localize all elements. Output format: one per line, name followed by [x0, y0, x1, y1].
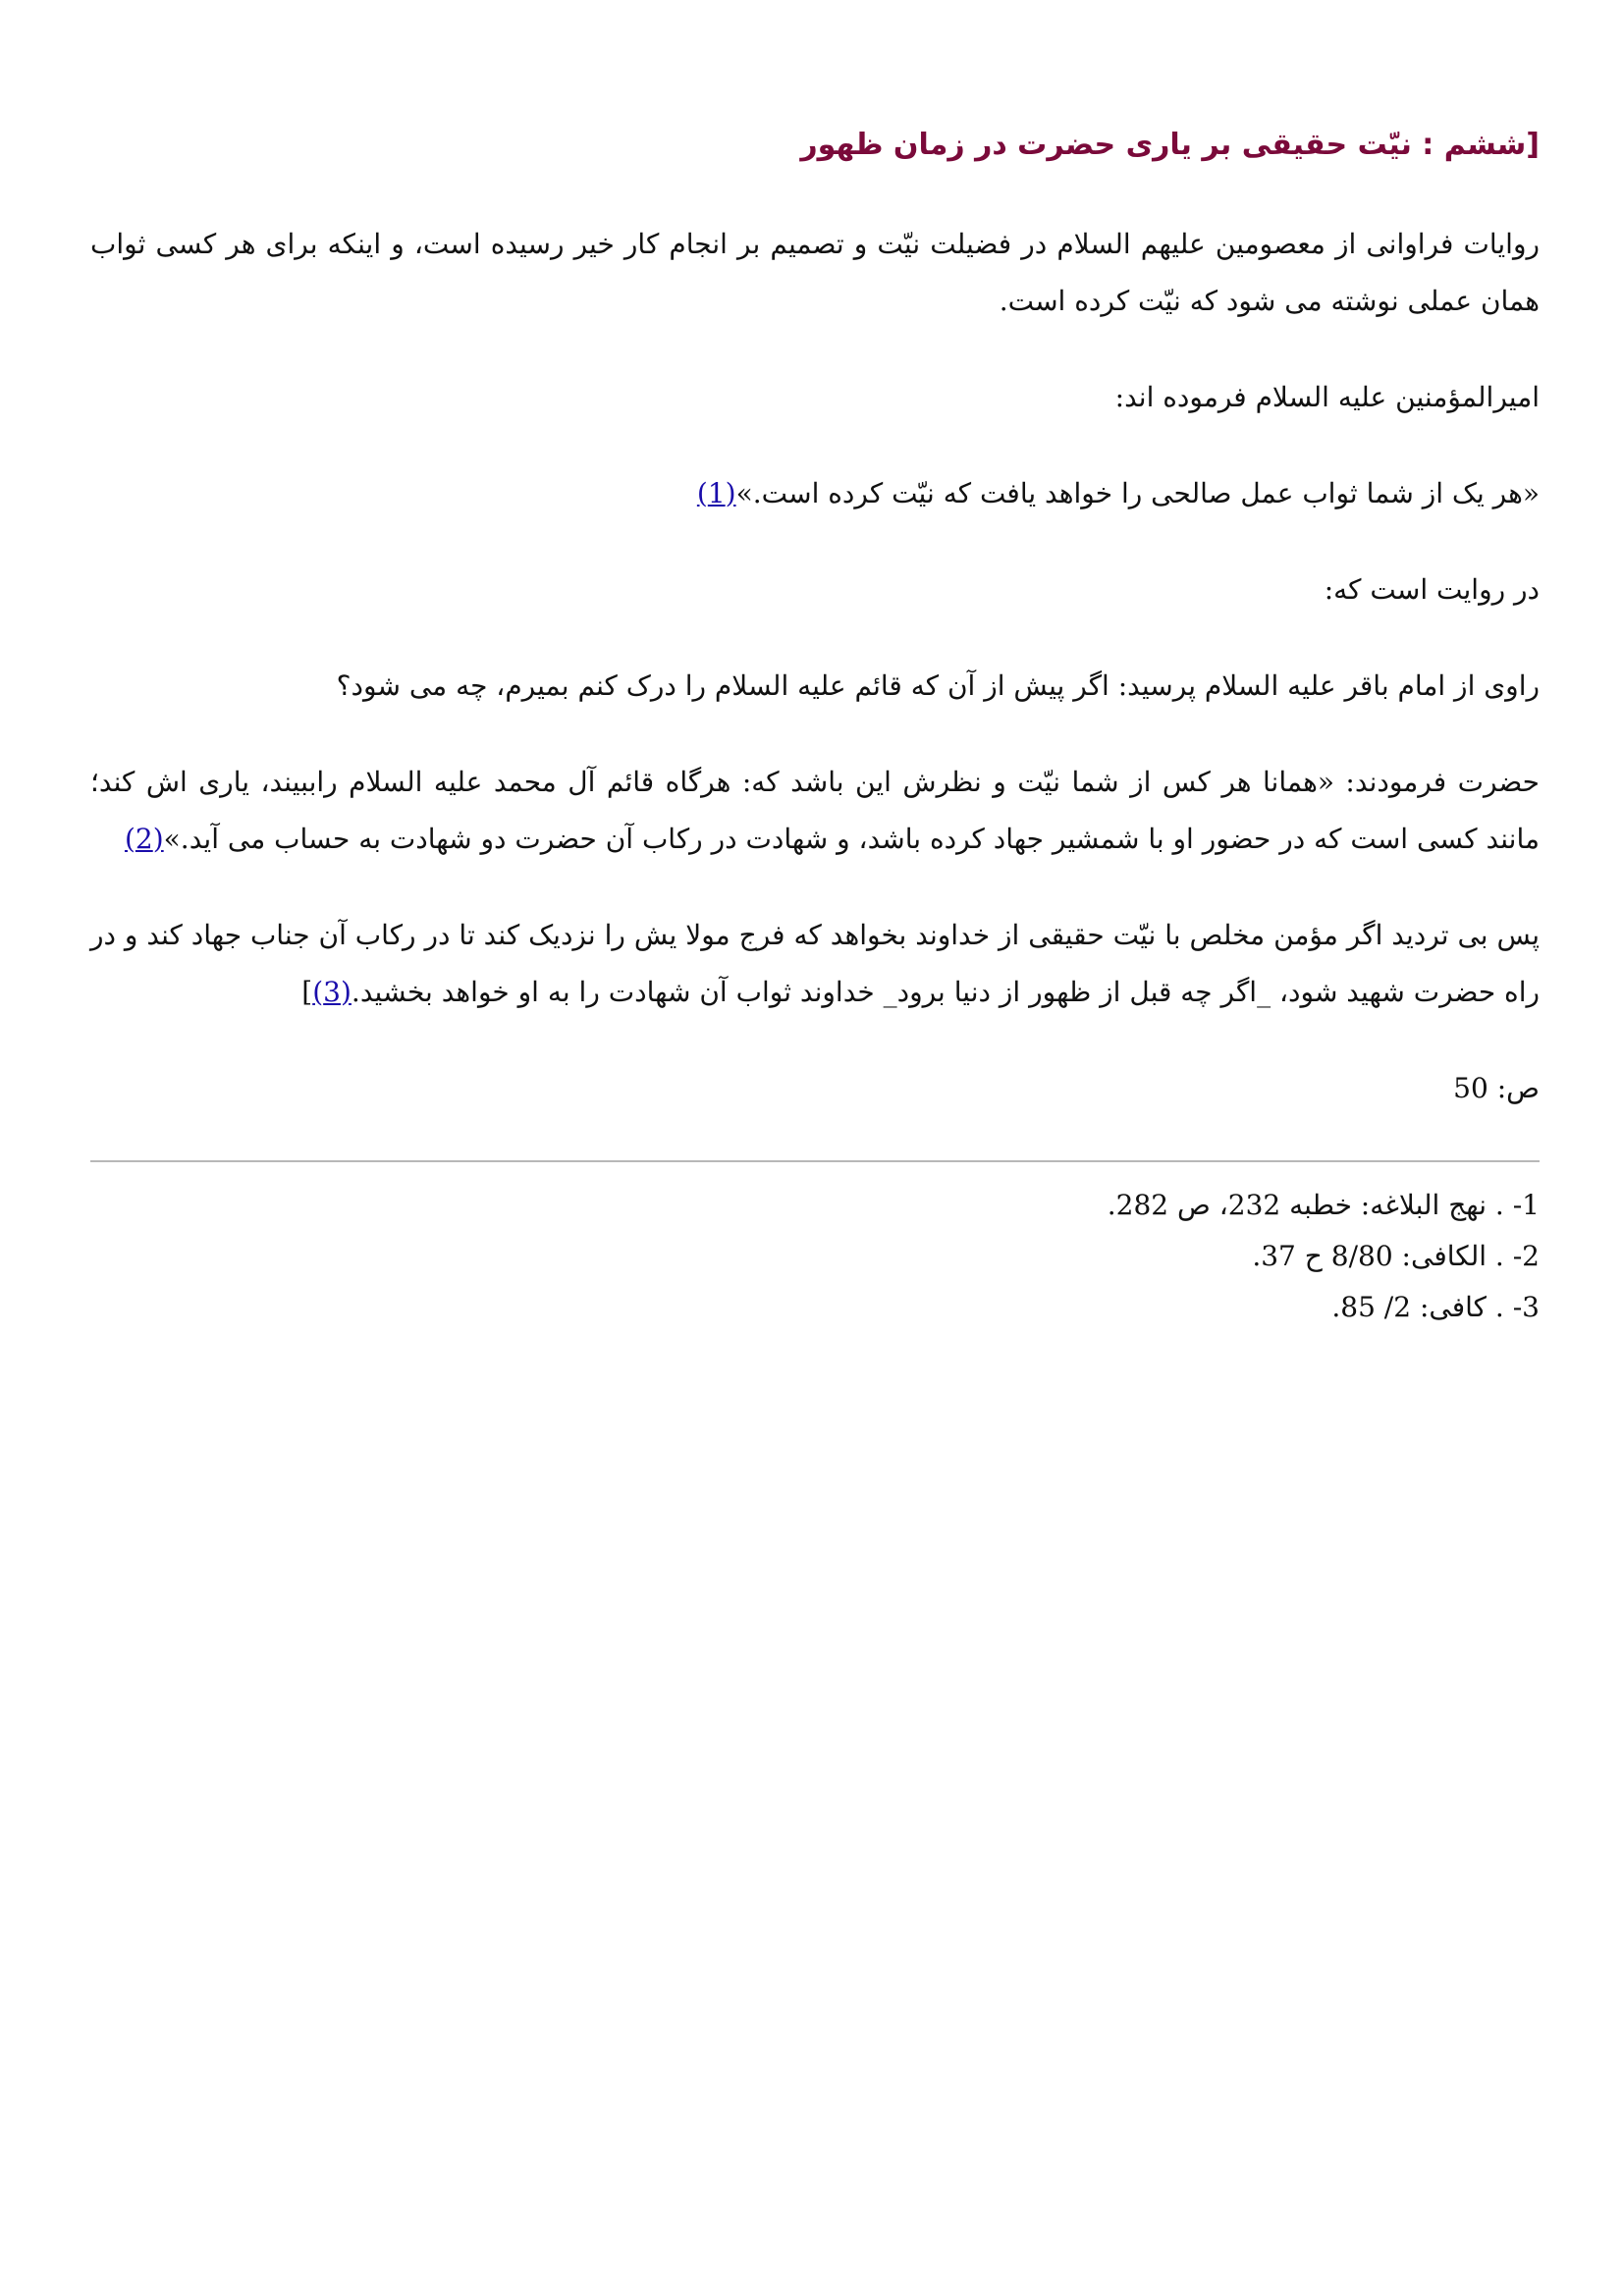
paragraph-text: امیرالمؤمنین علیه السلام فرموده اند: [1114, 381, 1540, 413]
paragraph-text: روایات فراوانی از معصومین علیهم السلام در فضیلت نیّت و تصمیم بر انجام کار خیر رسیده است، و اینکه برای هر کسی ثواب همان عملی نوشته می شود که نیّت کرده است. [90, 228, 1540, 317]
paragraph-5 [90, 658, 1540, 715]
paragraph-4 [90, 561, 1540, 618]
footnote-3: 3- . کافی: 2/ 85. [1331, 1291, 1540, 1323]
paragraph-text: پس بی تردید اگر مؤمن مخلص با نیّت حقیقی از خداوند بخواهد که فرج مولا یش را نزدیک کند تا در رکاب آن جناب جهاد کند و در راه حضرت شهید شود، _اگر چه قبل از ظهور از دنیا برود_ خداوند ثواب آن شهادت را به او خواهد بخشید. [90, 919, 1541, 1008]
document-page [90, 118, 1540, 1333]
paragraph-2 [90, 369, 1540, 426]
footnote-link-2[interactable]: (2) [124, 823, 164, 855]
paragraph-text: در روایت است که: [1324, 573, 1540, 606]
paragraph-text: «هر یک از شما ثواب عمل صالحی را خواهد یافت که نیّت کرده است.» [735, 477, 1540, 509]
section-heading: [ششم : نیّت حقیقی بر یاری حضرت در زمان ظهور [800, 128, 1540, 162]
paragraph-3 [90, 465, 1540, 522]
footnote-link-1[interactable]: (1) [696, 477, 736, 509]
paragraph-text: راوی از امام باقر علیه السلام پرسید: اگر پیش از آن که قائم علیه السلام را درک کنم بمیرم، چه می شود؟ [336, 669, 1540, 702]
paragraph-1 [90, 216, 1540, 330]
paragraph-text: حضرت فرمودند: «همانا هر کس از شما نیّت و نظرش این باشد که: هرگاه قائم آل محمد علیه السلام راببیند، یاری اش کند؛ مانند کسی است که در حضور او با شمشیر جهاد کرده باشد، و شهادت در رکاب آن حضرت دو شهادت به حساب می آید.» [90, 766, 1540, 855]
closing-bracket: ] [301, 976, 313, 1008]
paragraph-7 [90, 907, 1540, 1021]
footnote-2: 2- . الکافی: 8/80 ح 37. [1252, 1240, 1540, 1272]
footnotes-list [90, 1180, 1540, 1333]
footnote-divider [90, 1160, 1540, 1162]
footnote-1: 1- . نهج البلاغه: خطبه 232، ص 282. [1107, 1189, 1540, 1221]
paragraph-6 [90, 754, 1540, 868]
footnote-link-3[interactable]: (3) [312, 976, 352, 1008]
page-number: ص: 50 [1453, 1072, 1540, 1104]
